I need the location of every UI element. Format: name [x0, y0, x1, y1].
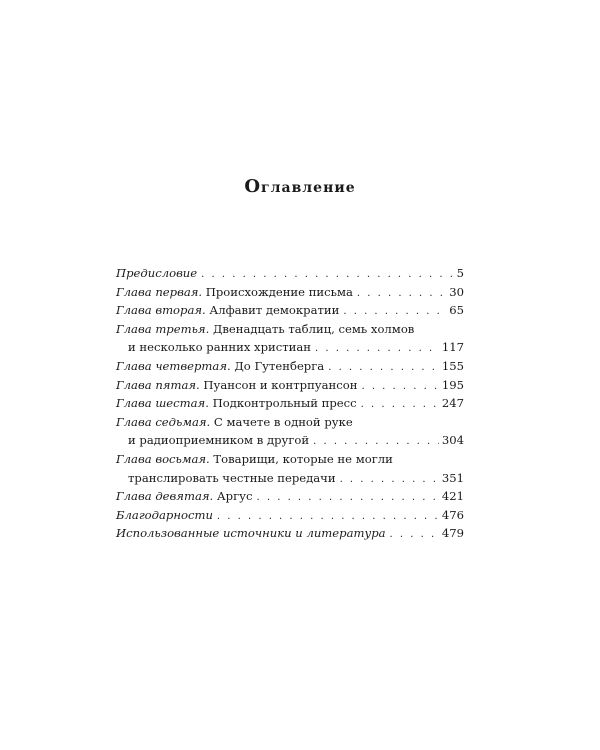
toc-entry-chapter-8[interactable]: [116, 450, 464, 469]
toc-entry-chapter-4[interactable]: [116, 357, 464, 376]
leader-dots: [315, 340, 439, 359]
toc-entry-label: Глава пятая.: [116, 377, 200, 392]
toc-entry-chapter-6[interactable]: [116, 394, 464, 413]
toc-entry-label: Глава шестая.: [116, 396, 209, 411]
toc-entry-title: Пуансон и контрпуансон: [199, 377, 358, 392]
table-of-contents: [116, 264, 464, 543]
toc-page-number: 155: [441, 358, 464, 373]
toc-page-number: 304: [441, 433, 464, 448]
leader-dots: [340, 471, 439, 490]
toc-entry-title: До Гутенберга: [230, 358, 325, 373]
page-title: [0, 176, 600, 197]
title-rest: главление: [261, 180, 356, 196]
toc-page-number: 476: [441, 507, 464, 522]
toc-entry-label: Глава девятая.: [116, 489, 214, 504]
toc-page-number: 195: [441, 377, 464, 392]
toc-page-number: 421: [441, 489, 464, 504]
toc-entry-label: Глава восьмая.: [116, 451, 210, 466]
toc-entry-title: С мачете в одной руке: [210, 414, 353, 429]
toc-entry-chapter-3-continuation[interactable]: [116, 338, 464, 357]
toc-entry-preface[interactable]: [116, 264, 464, 283]
toc-entry-chapter-8-continuation[interactable]: [116, 469, 464, 488]
toc-entry-acknowledgements[interactable]: [116, 506, 464, 525]
toc-entry-chapter-2[interactable]: [116, 301, 464, 320]
toc-entry-title-cont: транслировать честные передачи: [128, 470, 336, 485]
toc-entry-title-cont: и радиоприемником в другой: [128, 433, 310, 448]
toc-entry-label: Глава вторая.: [116, 303, 206, 318]
toc-page-number: 65: [449, 303, 464, 318]
toc-page-number: 5: [456, 266, 464, 280]
toc-entry-label: Глава третья.: [116, 321, 210, 336]
toc-entry-title: Аргус: [213, 489, 253, 504]
toc-entry-label: Использованные источники и литература: [116, 526, 386, 541]
toc-entry-title: Происхождение письма: [202, 284, 353, 299]
toc-entry-label: Глава четвертая.: [116, 358, 231, 373]
leader-dots: [361, 378, 438, 397]
toc-page-number: 479: [441, 526, 464, 541]
toc-entry-label: Глава седьмая.: [116, 414, 211, 429]
toc-entry-title: Товарищи, которые не могли: [209, 451, 393, 466]
toc-page-number: 117: [441, 340, 464, 355]
toc-entry-chapter-3[interactable]: [116, 320, 464, 339]
toc-entry-chapter-7-continuation[interactable]: [116, 431, 464, 450]
toc-entry-chapter-7[interactable]: [116, 413, 464, 432]
toc-entry-title: Подконтрольный пресс: [208, 396, 357, 411]
toc-entry-chapter-1[interactable]: [116, 283, 464, 302]
toc-entry-label: Благодарности: [116, 507, 213, 522]
title-initial: О: [244, 176, 262, 197]
toc-entry-title: Алфавит демократии: [205, 303, 340, 318]
toc-page-number: 351: [441, 470, 464, 485]
leader-dots: [357, 285, 446, 304]
toc-entry-label: Глава первая.: [116, 284, 203, 299]
toc-entry-title: Двенадцать таблиц, семь холмов: [209, 321, 415, 336]
toc-page-number: 30: [449, 284, 464, 299]
toc-entry-title-cont: и несколько ранних христиан: [128, 340, 312, 355]
leader-dots: [257, 489, 439, 508]
toc-entry-chapter-9[interactable]: [116, 487, 464, 506]
leader-dots: [361, 396, 439, 415]
toc-entry-sources[interactable]: [116, 524, 464, 543]
toc-entry-chapter-5[interactable]: [116, 376, 464, 395]
leader-dots: [390, 526, 439, 545]
toc-page-number: 247: [441, 396, 464, 411]
toc-entry-label: Предисловие: [116, 266, 198, 280]
